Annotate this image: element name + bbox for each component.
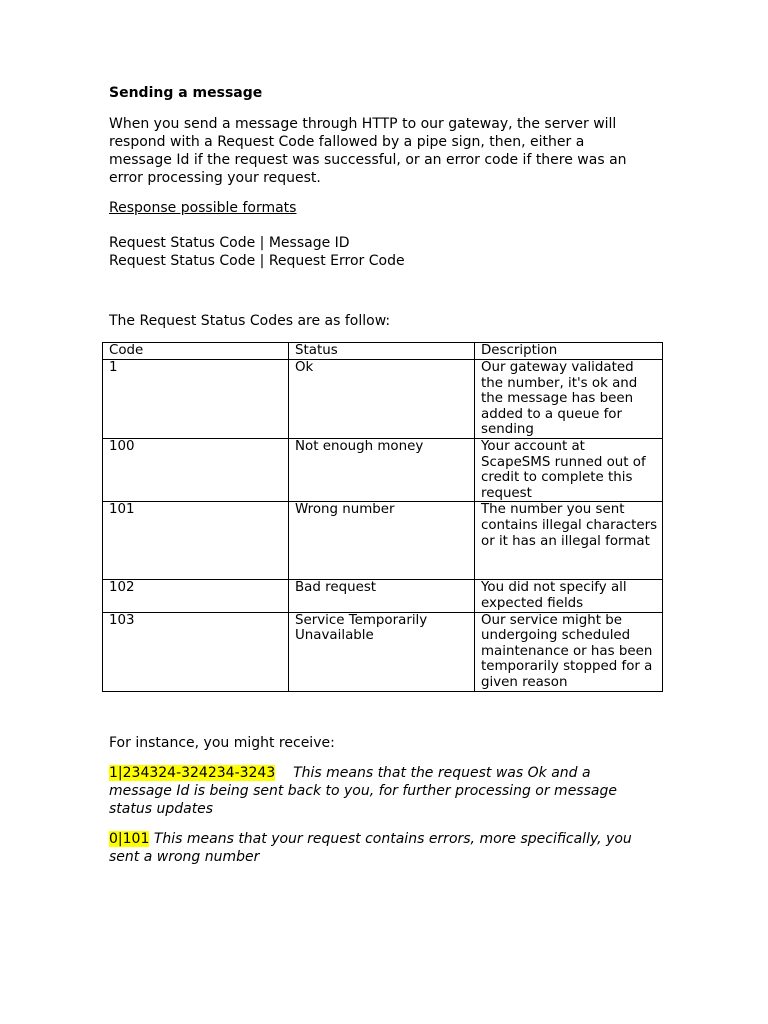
example-explanation: This means that your request contains errors, more specifically, you <box>153 831 632 847</box>
cell-description: You did not specify all expected fields <box>475 580 663 612</box>
status-codes-intro: The Request Status Codes are as follow: <box>109 313 391 329</box>
formats-heading: Response possible formats <box>109 200 297 216</box>
example-response-highlight: 0|101 <box>109 831 150 847</box>
table-row <box>103 502 663 580</box>
intro-line: respond with a Request Code fallowed by a pipe sign, then, either a <box>109 134 585 150</box>
example-error <box>109 830 669 866</box>
examples-intro: For instance, you might receive: <box>109 735 335 751</box>
cell-description: Our gateway validated the number, it's ok and the message has been added to a queue for sending <box>475 360 663 439</box>
table-row <box>103 360 663 439</box>
header-status: Status <box>289 343 475 360</box>
intro-paragraph <box>109 115 669 187</box>
example-explanation: This means that the request was Ok and a <box>293 765 591 781</box>
cell-code: 103 <box>103 612 289 691</box>
table-row <box>103 580 663 612</box>
table-row <box>103 438 663 501</box>
cell-status: Ok <box>289 360 475 439</box>
cell-status: Not enough money <box>289 438 475 501</box>
example-response-highlight: 1|234324-324234-3243 <box>109 765 276 781</box>
cell-code: 101 <box>103 502 289 580</box>
example-explanation: status updates <box>109 801 214 817</box>
header-description: Description <box>475 343 663 360</box>
intro-line: When you send a message through HTTP to our gateway, the server will <box>109 116 617 132</box>
cell-code: 100 <box>103 438 289 501</box>
format-line-error-code: Request Status Code | Request Error Code <box>109 253 405 269</box>
cell-code: 102 <box>103 580 289 612</box>
cell-description: Your account at ScapeSMS runned out of credit to complete this request <box>475 438 663 501</box>
cell-status: Wrong number <box>289 502 475 580</box>
section-heading: Sending a message <box>109 85 263 101</box>
example-explanation: sent a wrong number <box>109 849 260 865</box>
cell-code: 1 <box>103 360 289 439</box>
example-explanation: message Id is being sent back to you, for further processing or message <box>109 783 617 799</box>
intro-line: error processing your request. <box>109 170 321 186</box>
example-success <box>109 764 669 818</box>
cell-description: Our service might be undergoing scheduled maintenance or has been temporarily stopped for a given reason <box>475 612 663 691</box>
header-code: Code <box>103 343 289 360</box>
table-header-row <box>103 343 663 360</box>
cell-status: Bad request <box>289 580 475 612</box>
cell-status: Service Temporarily Unavailable <box>289 612 475 691</box>
table-row <box>103 612 663 691</box>
intro-line: message Id if the request was successful, or an error code if there was an <box>109 152 627 168</box>
cell-description: The number you sent contains illegal characters or it has an illegal format <box>475 502 663 580</box>
format-line-message-id: Request Status Code | Message ID <box>109 235 350 251</box>
status-codes-table <box>102 342 663 692</box>
